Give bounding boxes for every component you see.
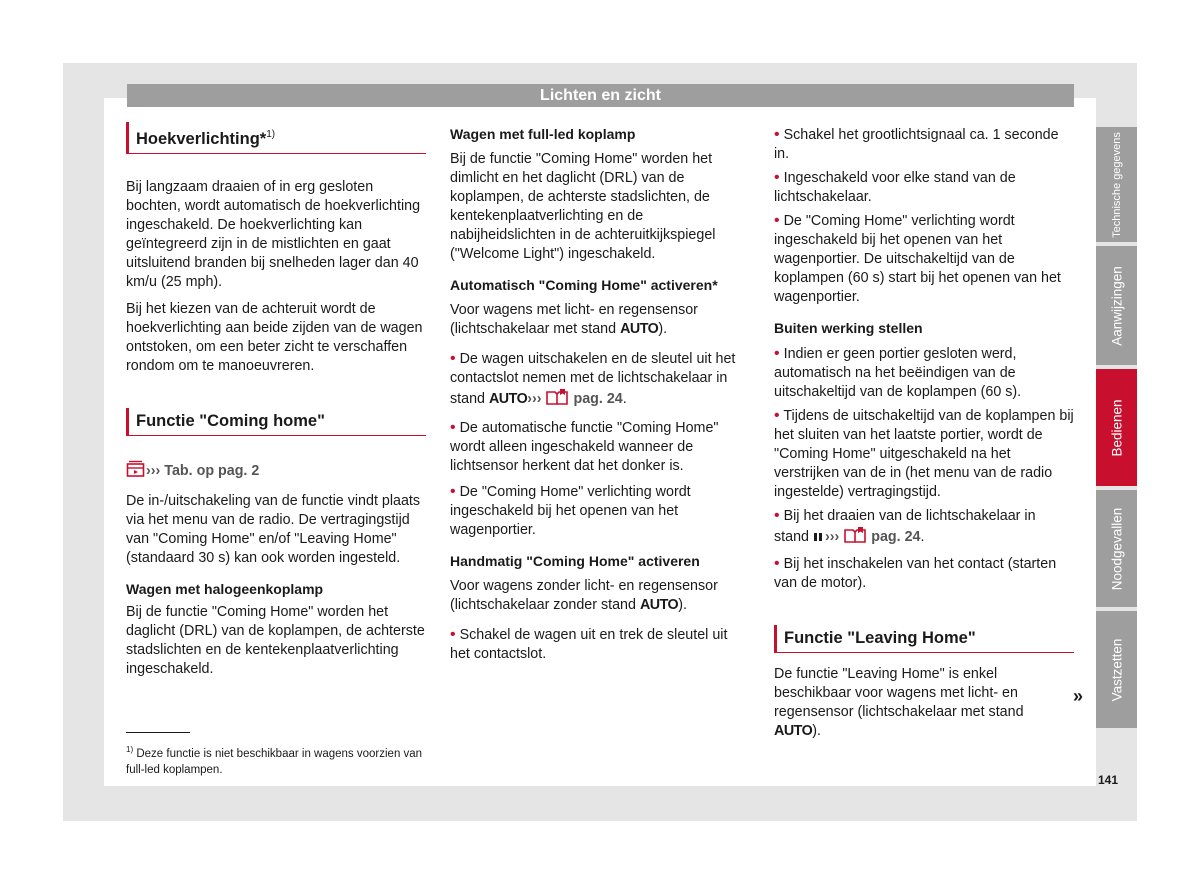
paragraph: Bij het kiezen van de achteruit wordt de hoekverlichting aan beide zijden van de wagen ontstoken, om een beter zicht te verschaffen rondom om te manoeuvreren. [126, 301, 423, 374]
side-tab-label: Noodgevallen [1109, 507, 1124, 590]
list-item [774, 211, 1074, 307]
paragraph [450, 301, 750, 339]
text: . [622, 391, 627, 407]
text: Tijdens de uitschakeltijd van de koplampen bij het sluiten van het laatste portier, wordt de "Coming Home" uitgeschakeld na het verstrijken van de in (het menu van de radio ingestelde) vertragingstijd. [774, 408, 1074, 500]
text: Voor wagens zonder licht- en regensensor (lichtschakelaar zonder stand [450, 578, 718, 613]
footnote-text: Deze functie is niet beschikbaar in wagens voorzien van full-led koplampen. [126, 747, 423, 776]
paragraph [774, 665, 1074, 741]
side-tab-bedienen[interactable] [1096, 369, 1137, 486]
heading-buiten-werking: Buiten werking stellen [774, 320, 923, 336]
page-reference-link[interactable]: pag. 24 [871, 529, 921, 545]
text: Schakel het grootlichtsignaal ca. 1 seconde in. [774, 127, 1059, 162]
screen-table-icon [126, 460, 146, 484]
text: Voor wagens met licht- en regensensor (lichtschakelaar met stand [450, 302, 698, 337]
book-reference-icon [545, 388, 569, 412]
ref-text[interactable]: Tab. op pag. 2 [164, 463, 260, 479]
auto-switch-label: AUTO [639, 597, 679, 613]
column-1 [126, 122, 426, 679]
ref-arrows: ››› [146, 463, 161, 479]
list-item [450, 625, 750, 664]
list-item [774, 125, 1074, 164]
side-tab-technische-gegevens[interactable] [1096, 127, 1137, 242]
heading-coming-home: Functie "Coming home" [126, 408, 426, 436]
side-tab-label: Technische gegevens [1110, 131, 1123, 238]
paragraph [450, 577, 750, 615]
table-reference[interactable] [126, 460, 426, 484]
list-item [774, 168, 1074, 207]
ref-arrows: ››› [824, 529, 840, 545]
text: ). [812, 723, 821, 739]
list-item [450, 349, 750, 412]
heading-text: Hoekverlichting* [136, 130, 267, 148]
bullet-icon: • [774, 345, 780, 362]
paragraph: De in-/uitschakeling van de functie vindt plaats via het menu van de radio. De vertragingstijd van "Coming Home" en/of "Leaving Home" (standaard 30 s) kan ook worden ingesteld. [126, 493, 421, 566]
list-item [450, 418, 750, 476]
auto-switch-label: AUTO [774, 723, 813, 739]
ref-arrows: ››› [527, 391, 542, 407]
text: De automatische functie "Coming Home" wordt alleen ingeschakeld wanneer de lichtsensor herkent dat het donker is. [450, 420, 719, 474]
side-tab-label: Bedienen [1109, 398, 1124, 457]
text: De functie "Leaving Home" is enkel beschikbaar voor wagens met licht- en regensensor (lichtschakelaar met stand [774, 666, 1024, 720]
heading-manual-coming-home: Handmatig "Coming Home" activeren [450, 553, 700, 569]
text: De "Coming Home" verlichting wordt ingeschakeld bij het openen van het wagenportier. De uitschakeltijd van de koplampen (60 s) start bij het openen van het wagenportier. [774, 213, 1061, 305]
side-tab-aanwijzingen[interactable] [1096, 246, 1137, 365]
book-reference-icon [843, 526, 867, 550]
list-item [774, 344, 1074, 402]
footnote-ref[interactable]: 1) [266, 129, 276, 140]
text: Indien er geen portier gesloten werd, automatisch na het beëindigen van de uitschakeltijd van de koplampen (60 s). [774, 346, 1022, 400]
bullet-icon: • [774, 555, 780, 572]
text: Bij het draaien van de lichtschakelaar in stand [774, 508, 1036, 545]
chapter-header: Lichten en zicht [127, 84, 1074, 107]
continue-icon: » [1073, 686, 1084, 706]
text: Bij het inschakelen van het contact (starten van de motor). [774, 556, 1057, 591]
side-tab-label: Vastzetten [1109, 638, 1124, 701]
paragraph: Bij de functie "Coming Home" worden het dimlicht en het daglicht (DRL) van de koplampen, de achterste stadslichten, de kentekenplaatverlichting en de nabijheidslichten in de achteruitkijkspiegel ("Welcome Light") ingeschakeld. [450, 151, 716, 262]
bullet-icon: • [774, 169, 780, 186]
heading-full-led: Wagen met full-led koplamp [450, 126, 636, 142]
footnote-mark: 1) [126, 745, 134, 754]
column-3 [774, 122, 1074, 741]
auto-switch-label: AUTO [620, 321, 659, 337]
switch-position-icon [813, 530, 825, 550]
list-item [774, 506, 1074, 550]
text: . [920, 529, 925, 545]
text: ). [678, 597, 687, 613]
list-item [450, 482, 750, 540]
column-2 [450, 122, 750, 664]
paragraph: Bij langzaam draaien of in erg gesloten bochten, wordt automatisch de hoekverlichting ingeschakeld. De hoekverlichting kan geïntegreerd zijn in de mistlichten en gaat uitsluitend branden bij snelheden lager dan 40 km/u (25 mph). [126, 179, 421, 290]
heading-hoekverlichting [126, 122, 426, 154]
bullet-icon: • [450, 626, 456, 643]
auto-switch-label: AUTO [488, 391, 528, 407]
page-number: 141 [1098, 773, 1119, 787]
list-item [774, 554, 1074, 593]
side-tab-label: Aanwijzingen [1109, 265, 1124, 346]
heading-leaving-home: Functie "Leaving Home" [774, 625, 1074, 653]
paragraph: Bij de functie "Coming Home" worden het daglicht (DRL) van de koplampen, de achterste stadslichten en de kentekenplaatverlichting ingeschakeld. [126, 604, 425, 677]
page-reference-link[interactable]: pag. 24 [573, 391, 623, 407]
bullet-icon: • [450, 483, 456, 500]
text: De wagen uitschakelen en de sleutel uit het contactslot nemen met de lichtschakelaar in stand [450, 351, 736, 407]
side-tab-noodgevallen[interactable] [1096, 490, 1137, 607]
bullet-icon: • [774, 507, 780, 524]
heading-auto-coming-home: Automatisch "Coming Home" activeren* [450, 277, 718, 293]
text: De "Coming Home" verlichting wordt ingeschakeld bij het openen van het wagenportier. [450, 484, 691, 538]
side-tab-vastzetten[interactable] [1096, 611, 1137, 728]
bullet-icon: • [450, 419, 456, 436]
bullet-icon: • [774, 407, 780, 424]
bullet-icon: • [450, 350, 456, 367]
text: ). [658, 321, 668, 337]
footnote [126, 742, 426, 778]
heading-halogeen: Wagen met halogeenkoplamp [126, 581, 324, 597]
bullet-icon: • [774, 212, 780, 229]
text: Schakel de wagen uit en trek de sleutel uit het contactslot. [450, 627, 728, 662]
footnote-divider [126, 732, 190, 733]
bullet-icon: • [774, 126, 780, 143]
list-item [774, 406, 1074, 502]
text: Ingeschakeld voor elke stand van de lichtschakelaar. [774, 170, 1016, 205]
